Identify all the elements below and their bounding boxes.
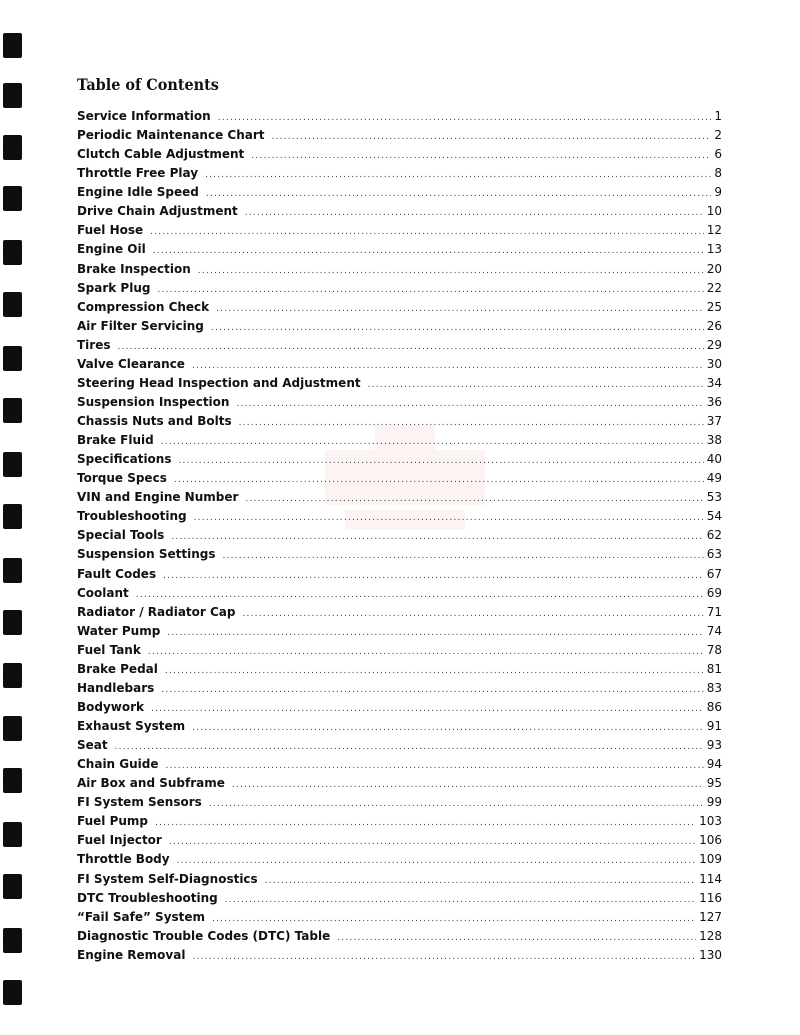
dot-leader (155, 814, 696, 833)
toc-entry-page-number: 67 (706, 566, 722, 581)
toc-entry[interactable] (77, 488, 722, 507)
toc-entry[interactable] (77, 755, 722, 774)
toc-entry-page-number: 62 (706, 528, 722, 543)
toc-entry[interactable] (77, 774, 722, 793)
dot-leader (337, 929, 696, 948)
binding-hole-icon (3, 452, 22, 477)
toc-entry-title: “Fail Safe” System (77, 909, 206, 924)
toc-entry-title: Fuel Injector (77, 833, 162, 848)
toc-entry[interactable] (77, 221, 722, 240)
toc-entry-page-number: 99 (706, 795, 722, 810)
dot-leader (115, 738, 704, 757)
dot-leader (157, 281, 703, 300)
toc-entry-title: FI System Sensors (77, 795, 202, 810)
dot-leader (205, 166, 711, 185)
dot-leader (239, 414, 704, 433)
dot-leader (216, 300, 704, 319)
toc-entry-title: FI System Self-Diagnostics (77, 871, 258, 886)
toc-entry-title: Fuel Pump (77, 814, 149, 829)
toc-entry-title: Bodywork (77, 699, 145, 714)
toc-entry-title: Steering Head Inspection and Adjustment (77, 375, 361, 390)
binding-hole-icon (3, 292, 22, 317)
dot-leader (218, 109, 711, 128)
toc-entry-page-number: 103 (699, 814, 722, 829)
toc-entry-page-number: 116 (699, 890, 722, 905)
toc-entry-title: Specifications (77, 452, 172, 467)
dot-leader (206, 185, 711, 204)
toc-entry-page-number: 40 (706, 452, 722, 467)
dot-leader (245, 204, 704, 223)
dot-leader (151, 700, 704, 719)
toc-entry[interactable] (77, 393, 722, 412)
dot-leader (265, 872, 696, 891)
dot-leader (150, 223, 704, 242)
binding-hole-icon (3, 610, 22, 635)
toc-entry[interactable] (77, 507, 722, 526)
dot-leader (192, 719, 704, 738)
dot-leader (161, 681, 703, 700)
dot-leader (225, 891, 696, 910)
toc-entry-page-number: 69 (706, 585, 722, 600)
toc-entry-title: Water Pump (77, 623, 161, 638)
toc-entry-title: DTC Troubleshooting (77, 890, 218, 905)
toc-entry-page-number: 128 (699, 928, 722, 943)
binding-hole-icon (3, 346, 22, 371)
toc-entry[interactable] (77, 469, 722, 488)
toc-entry[interactable] (77, 545, 722, 564)
toc-entry[interactable] (77, 260, 722, 279)
toc-entry-title: Troubleshooting (77, 509, 187, 524)
toc-entry-page-number: 26 (706, 318, 722, 333)
binding-hole-icon (3, 240, 22, 265)
toc-entry-page-number: 1 (714, 109, 722, 123)
toc-entry-title: Throttle Body (77, 852, 170, 867)
binding-hole-icon (3, 716, 22, 741)
toc-entry-title: Engine Oil (77, 242, 146, 257)
toc-entry[interactable] (77, 126, 722, 145)
toc-entry[interactable] (77, 298, 722, 317)
toc-entry[interactable] (77, 927, 722, 946)
toc-entry[interactable] (77, 526, 722, 545)
dot-leader (171, 528, 703, 547)
toc-entry-title: Handlebars (77, 680, 155, 695)
toc-entry-title: Diagnostic Trouble Codes (DTC) Table (77, 928, 331, 943)
toc-entry-page-number: 63 (706, 547, 722, 562)
binding-hole-icon (3, 558, 22, 583)
toc-entry[interactable] (77, 622, 722, 641)
toc-entry-title: Chassis Nuts and Bolts (77, 414, 232, 428)
toc-entry[interactable] (77, 183, 722, 202)
toc-entry[interactable] (77, 736, 722, 755)
toc-entry-title: Periodic Maintenance Chart (77, 128, 265, 143)
toc-entry-title: Air Box and Subframe (77, 776, 225, 791)
dot-leader (242, 605, 703, 624)
binding-hole-icon (3, 874, 22, 899)
toc-entry-title: Fuel Hose (77, 223, 144, 238)
binding-hole-icon (3, 186, 22, 211)
toc-entry-title: Radiator / Radiator Cap (77, 604, 236, 619)
toc-entry-title: VIN and Engine Number (77, 490, 239, 505)
toc-entry[interactable] (77, 603, 722, 622)
toc-list (77, 107, 722, 965)
dot-leader (167, 624, 703, 643)
toc-entry[interactable] (77, 584, 722, 603)
dot-leader (209, 795, 704, 814)
toc-entry-title: Engine Idle Speed (77, 185, 199, 200)
toc-entry-title: Service Information (77, 109, 211, 123)
toc-entry-page-number: 22 (706, 280, 722, 295)
toc-entry-title: Special Tools (77, 528, 165, 543)
page-title: Table of Contents (77, 75, 219, 94)
toc-entry-title: Fuel Tank (77, 642, 141, 657)
toc-entry-page-number: 78 (706, 642, 722, 657)
toc-entry[interactable] (77, 240, 722, 259)
toc-entry-page-number: 109 (699, 852, 722, 867)
toc-entry-title: Engine Removal (77, 947, 186, 962)
toc-entry[interactable] (77, 565, 722, 584)
binding-hole-icon (3, 768, 22, 793)
toc-entry-page-number: 53 (706, 490, 722, 505)
toc-entry-page-number: 83 (706, 680, 722, 695)
toc-entry-page-number: 95 (706, 776, 722, 791)
binding-hole-icon (3, 83, 22, 108)
binding-hole-icon (3, 928, 22, 953)
dot-leader (245, 490, 703, 509)
toc-entry-page-number: 9 (714, 185, 722, 200)
toc-entry-title: Brake Fluid (77, 433, 154, 448)
toc-entry-page-number: 71 (706, 604, 722, 619)
dot-leader (251, 147, 711, 166)
toc-entry[interactable] (77, 431, 722, 450)
spiral-binding (0, 0, 34, 1035)
toc-entry[interactable] (77, 908, 722, 927)
toc-entry[interactable] (77, 660, 722, 679)
toc-entry[interactable] (77, 870, 722, 889)
toc-entry[interactable] (77, 164, 722, 183)
dot-leader (118, 338, 704, 357)
toc-entry-title: Seat (77, 738, 108, 753)
toc-entry[interactable] (77, 202, 722, 221)
toc-entry-page-number: 25 (706, 299, 722, 314)
toc-entry-page-number: 114 (699, 871, 722, 886)
dot-leader (166, 757, 704, 776)
binding-hole-icon (3, 135, 22, 160)
binding-hole-icon (3, 663, 22, 688)
toc-entry-page-number: 81 (706, 661, 722, 676)
toc-entry[interactable] (77, 698, 722, 717)
dot-leader (236, 395, 703, 414)
toc-entry[interactable] (77, 374, 722, 393)
toc-entry[interactable] (77, 412, 722, 431)
toc-entry-title: Air Filter Servicing (77, 318, 204, 333)
dot-leader (232, 776, 704, 795)
toc-entry-title: Suspension Settings (77, 547, 216, 562)
toc-entry-title: Valve Clearance (77, 356, 185, 371)
toc-entry[interactable] (77, 946, 722, 965)
toc-entry-page-number: 34 (706, 375, 722, 390)
toc-entry[interactable] (77, 355, 722, 374)
dot-leader (211, 319, 704, 338)
toc-entry-page-number: 49 (706, 471, 722, 486)
toc-entry-page-number: 12 (706, 223, 722, 238)
toc-entry[interactable] (77, 717, 722, 736)
toc-entry-page-number: 94 (706, 757, 722, 772)
toc-entry-title: Exhaust System (77, 719, 186, 733)
toc-entry-page-number: 130 (699, 947, 722, 962)
toc-entry-page-number: 38 (706, 433, 722, 448)
toc-entry-title: Fault Codes (77, 566, 157, 581)
toc-entry[interactable] (77, 831, 722, 850)
toc-entry-page-number: 29 (706, 337, 722, 352)
dot-leader (192, 948, 696, 967)
toc-entry[interactable] (77, 641, 722, 660)
toc-entry-page-number: 93 (706, 738, 722, 753)
toc-entry-page-number: 127 (699, 909, 722, 924)
toc-entry-page-number: 86 (706, 699, 722, 714)
toc-entry-page-number: 8 (714, 166, 722, 181)
toc-entry[interactable] (77, 317, 722, 336)
toc-entry-title: Drive Chain Adjustment (77, 204, 238, 219)
toc-entry-title: Brake Inspection (77, 261, 191, 276)
toc-entry[interactable] (77, 336, 722, 355)
dot-leader (222, 547, 703, 566)
toc-entry[interactable] (77, 850, 722, 869)
dot-leader (148, 643, 704, 662)
dot-leader (178, 452, 703, 471)
toc-entry[interactable] (77, 450, 722, 469)
toc-entry-page-number: 30 (706, 356, 722, 371)
toc-entry-title: Tires (77, 337, 111, 352)
toc-entry-page-number: 13 (706, 242, 722, 257)
toc-entry-page-number: 106 (699, 833, 722, 848)
toc-entry-page-number: 74 (706, 623, 722, 638)
toc-entry-page-number: 36 (706, 394, 722, 409)
toc-entry-title: Torque Specs (77, 471, 167, 486)
toc-entry-title: Suspension Inspection (77, 394, 230, 409)
toc-entry-page-number: 20 (706, 261, 722, 276)
toc-entry-title: Compression Check (77, 299, 210, 314)
dot-leader (174, 471, 704, 490)
dot-leader (165, 662, 704, 681)
toc-entry-page-number: 2 (714, 128, 722, 143)
toc-entry-title: Clutch Cable Adjustment (77, 147, 245, 162)
toc-entry[interactable] (77, 279, 722, 298)
toc-entry-title: Brake Pedal (77, 661, 158, 676)
toc-entry-page-number: 54 (706, 509, 722, 524)
binding-hole-icon (3, 398, 22, 423)
toc-entry-title: Spark Plug (77, 280, 151, 295)
dot-leader (272, 128, 712, 147)
toc-entry[interactable] (77, 812, 722, 831)
dot-leader (153, 242, 704, 261)
toc-entry[interactable] (77, 793, 722, 812)
binding-hole-icon (3, 504, 22, 529)
dot-leader (163, 567, 704, 586)
toc-entry[interactable] (77, 889, 722, 908)
binding-hole-icon (3, 822, 22, 847)
toc-entry-page-number: 6 (714, 147, 722, 162)
toc-entry[interactable] (77, 145, 722, 164)
toc-entry-title: Coolant (77, 585, 129, 600)
binding-hole-icon (3, 980, 22, 1005)
toc-entry[interactable] (77, 107, 722, 126)
dot-leader (161, 433, 704, 452)
toc-entry[interactable] (77, 679, 722, 698)
toc-entry-title: Chain Guide (77, 757, 159, 772)
toc-entry-title: Throttle Free Play (77, 166, 199, 181)
dot-leader (169, 833, 696, 852)
toc-entry-page-number: 10 (706, 204, 722, 219)
toc-entry-page-number: 91 (706, 719, 722, 733)
toc-entry-page-number: 37 (706, 414, 722, 428)
binding-hole-icon (3, 33, 22, 58)
dot-leader (198, 262, 704, 281)
dot-leader (368, 376, 704, 395)
dot-leader (194, 509, 704, 528)
